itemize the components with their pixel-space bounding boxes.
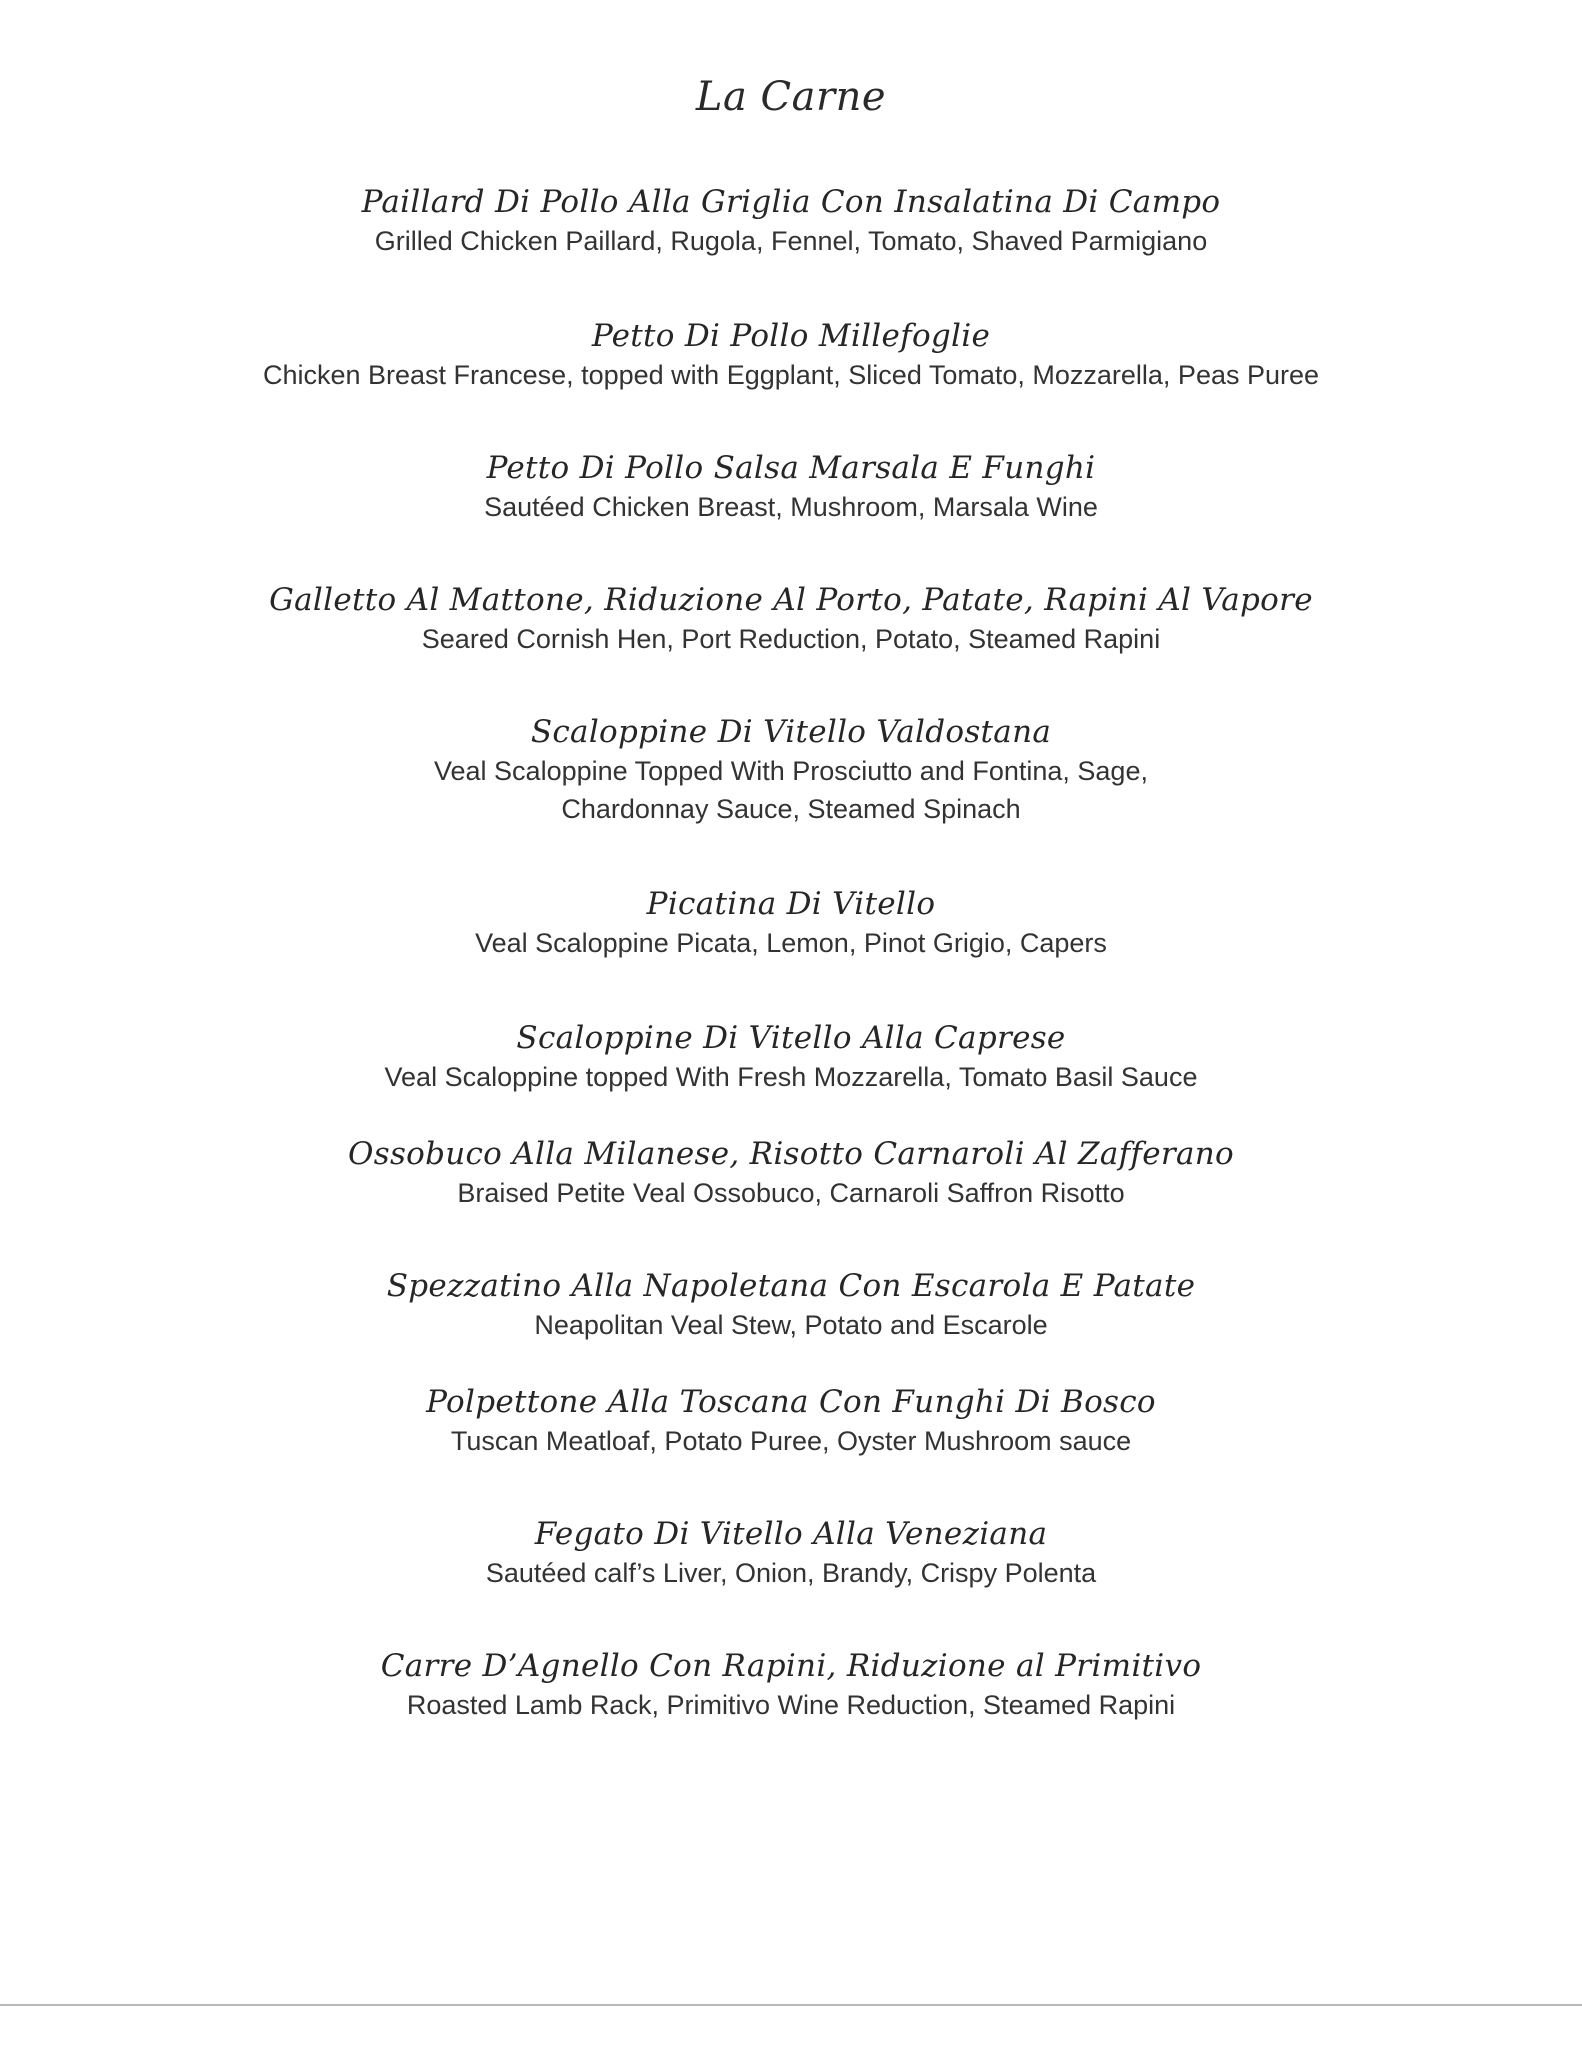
dish-description: Veal Scaloppine topped With Fresh Mozzarella, Tomato Basil Sauce: [384, 1062, 1198, 1092]
dish-name: Carre D’Agnello Con Rapini, Riduzione al Primitivo: [380, 1648, 1202, 1684]
dish-name: Paillard Di Pollo Alla Griglia Con Insalatina Di Campo: [361, 184, 1221, 220]
dish-name: Scaloppine Di Vitello Valdostana: [530, 714, 1052, 750]
dish-name: Polpettone Alla Toscana Con Funghi Di Bosco: [426, 1384, 1156, 1420]
menu-item: [0, 1134, 1582, 1212]
menu-item: [0, 1646, 1582, 1724]
menu-item: [0, 182, 1582, 260]
dish-name: Scaloppine Di Vitello Alla Caprese: [516, 1020, 1066, 1056]
menu-item: [0, 1266, 1582, 1344]
menu-item: [0, 1382, 1582, 1460]
dish-description: Tuscan Meatloaf, Potato Puree, Oyster Mushroom sauce: [450, 1426, 1132, 1456]
dish-name: Spezzatino Alla Napoletana Con Escarola E Patate: [386, 1268, 1196, 1304]
dish-description: Veal Scaloppine Picata, Lemon, Pinot Grigio, Capers: [475, 928, 1107, 958]
dish-description: Sautéed calf’s Liver, Onion, Brandy, Crispy Polenta: [485, 1558, 1097, 1588]
section-title: La Carne: [695, 74, 887, 120]
dish-name: Petto Di Pollo Salsa Marsala E Funghi: [486, 450, 1096, 486]
dish-name: Petto Di Pollo Millefoglie: [591, 318, 991, 354]
dish-name: Picatina Di Vitello: [646, 886, 936, 922]
dish-name: Fegato Di Vitello Alla Veneziana: [534, 1516, 1048, 1552]
menu-item: [0, 316, 1582, 394]
dish-description: Roasted Lamb Rack, Primitivo Wine Reduction, Steamed Rapini: [406, 1690, 1176, 1720]
dish-name: Galletto Al Mattone, Riduzione Al Porto, Patate, Rapini Al Vapore: [269, 582, 1313, 618]
dish-description: Braised Petite Veal Ossobuco, Carnaroli Saffron Risotto: [457, 1178, 1125, 1208]
dish-description: Sautéed Chicken Breast, Mushroom, Marsala Wine: [484, 492, 1098, 522]
dish-description: Grilled Chicken Paillard, Rugola, Fennel, Tomato, Shaved Parmigiano: [374, 226, 1208, 256]
bottom-divider: [0, 2004, 1582, 2006]
dish-description: Neapolitan Veal Stew, Potato and Escarole: [534, 1310, 1048, 1340]
menu-item: [0, 1018, 1582, 1096]
dish-description: Chicken Breast Francese, topped with Eggplant, Sliced Tomato, Mozzarella, Peas Puree: [262, 360, 1320, 390]
dish-description-line2: Chardonnay Sauce, Steamed Spinach: [561, 794, 1021, 824]
dish-description: Veal Scaloppine Topped With Prosciutto and Fontina, Sage,: [434, 756, 1148, 786]
menu-item: [0, 712, 1582, 828]
menu-item: [0, 1514, 1582, 1592]
menu-item: [0, 448, 1582, 526]
menu-item: [0, 580, 1582, 658]
menu-item: [0, 884, 1582, 962]
dish-description: Seared Cornish Hen, Port Reduction, Potato, Steamed Rapini: [421, 624, 1161, 654]
dish-name: Ossobuco Alla Milanese, Risotto Carnaroli Al Zafferano: [348, 1136, 1234, 1172]
